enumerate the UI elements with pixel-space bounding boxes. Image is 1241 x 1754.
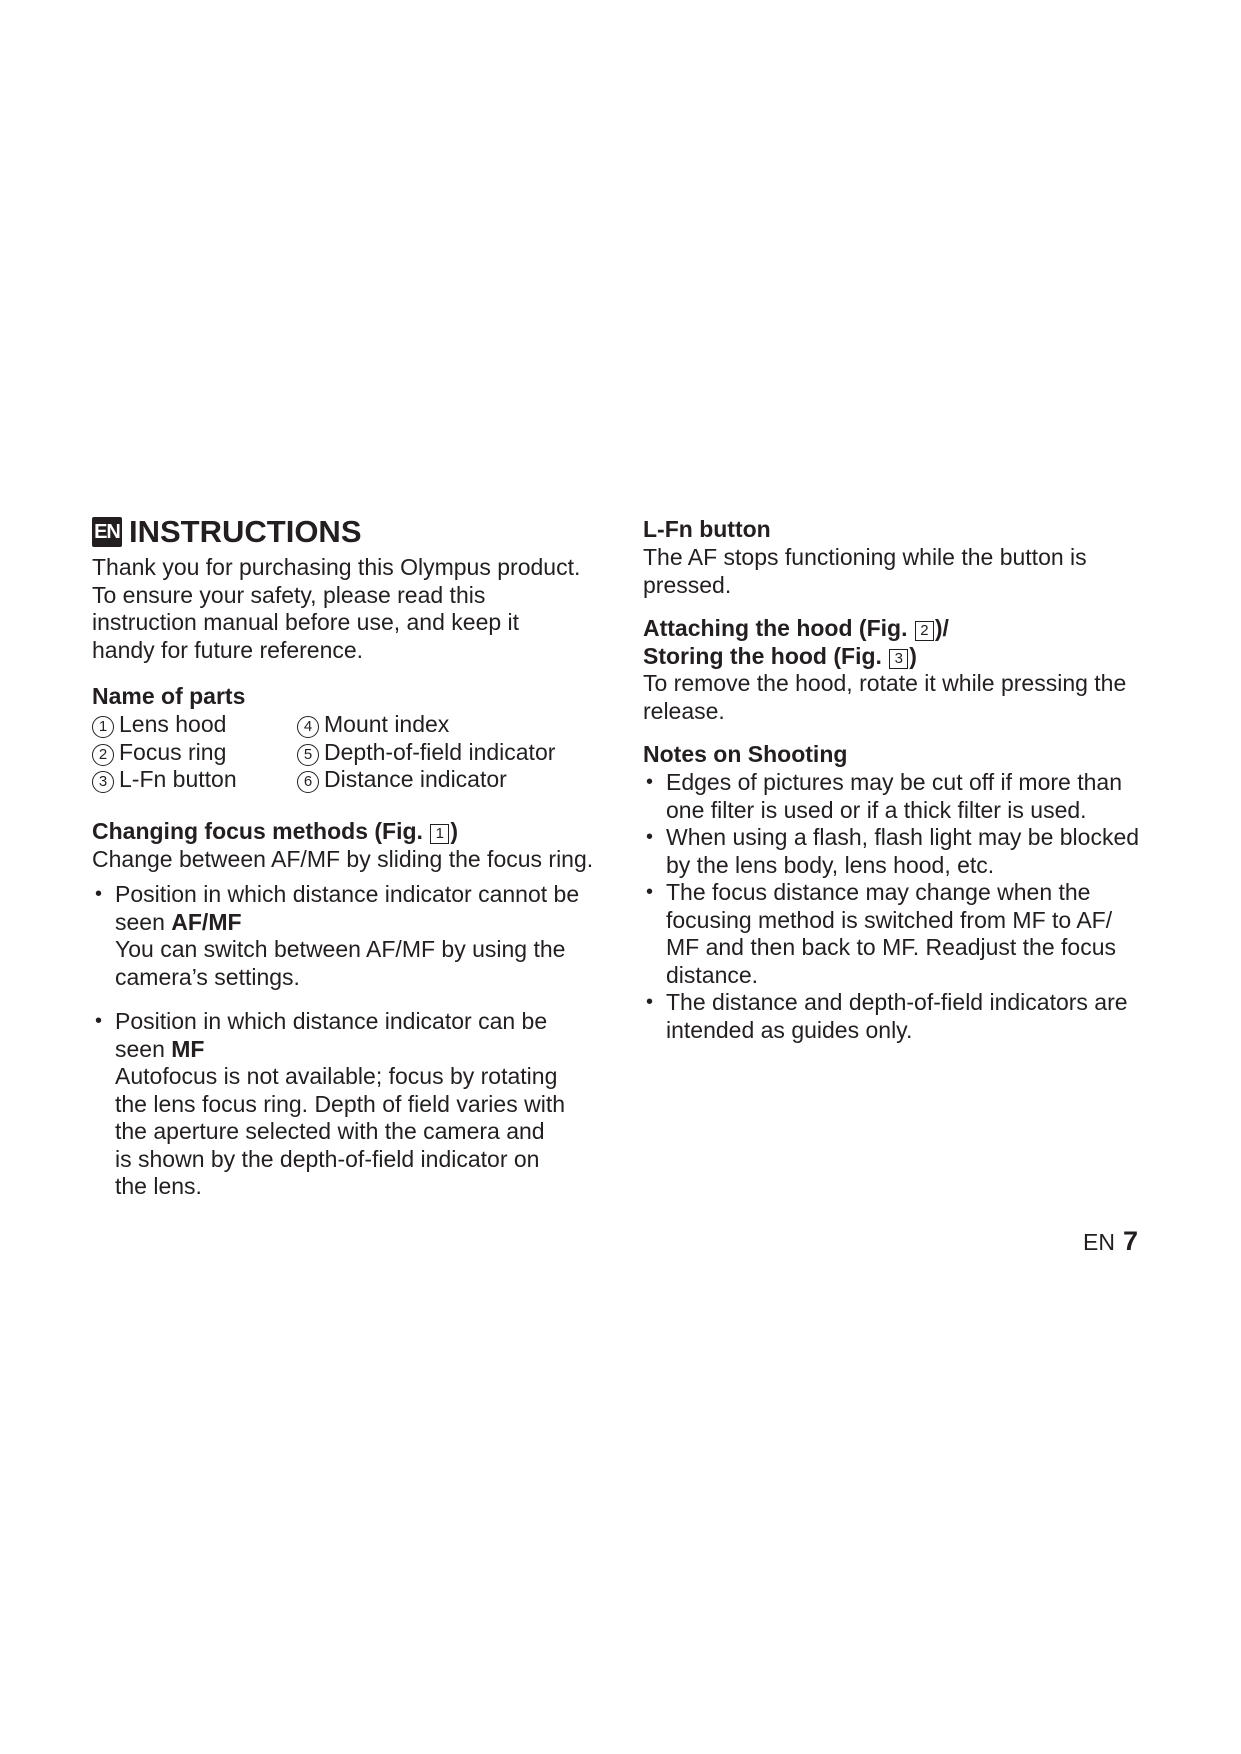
page-number-value: 7 <box>1122 1226 1138 1256</box>
parts-item: 5 Depth-of-field indicator <box>297 739 627 767</box>
figure-number-icon: 1 <box>430 824 449 844</box>
focus-bullet-2 <box>92 1008 632 1201</box>
intro-line: handy for future reference. <box>92 636 364 663</box>
intro-paragraph <box>92 554 632 664</box>
figure-number-icon: 2 <box>915 621 934 641</box>
parts-item: 4 Mount index <box>297 711 627 739</box>
hood-attach-heading: Attaching the hood (Fig. 2 )/ <box>643 615 949 641</box>
parts-item: 6 Distance indicator <box>297 766 627 794</box>
number-circle-icon: 6 <box>297 771 319 793</box>
list-item: • When using a flash, flash light may be blocked by the lens body, lens hood, etc. <box>643 824 1183 879</box>
list-item: • Position in which distance indicator can be seen MF Autofocus is not available; focus by rotating the lens focus ring. Depth of field varies with the aperture selected with the camera and is shown by the depth-of-field indicator on the lens. <box>92 1008 632 1201</box>
number-circle-icon: 3 <box>92 771 114 793</box>
parts-heading: Name of parts <box>92 683 246 709</box>
page-title: INSTRUCTIONS <box>129 514 362 549</box>
parts-item: 2 Focus ring <box>92 739 297 767</box>
list-item: • The distance and depth-of-field indicators are intended as guides only. <box>643 989 1183 1044</box>
focus-bullet-1 <box>92 881 632 991</box>
intro-line: To ensure your safety, please read this <box>92 581 486 608</box>
intro-line: instruction manual before use, and keep it <box>92 609 520 635</box>
focus-heading: Changing focus methods (Fig. 1 ) <box>92 818 458 844</box>
intro-line: Thank you for purchasing this Olympus product. <box>92 554 581 580</box>
page-language: EN <box>1083 1229 1115 1255</box>
focus-intro: Change between AF/MF by sliding the focus ring. <box>92 846 594 872</box>
lfn-heading: L-Fn button <box>643 516 771 542</box>
language-badge: EN <box>92 517 122 547</box>
list-item: • The focus distance may change when the focusing method is switched from MF to AF/ MF and then back to MF. Readjust the focus distance. <box>643 879 1183 989</box>
page-number <box>1083 1226 1138 1257</box>
number-circle-icon: 1 <box>92 716 114 738</box>
hood-paragraph: To remove the hood, rotate it while pressing the release. <box>643 670 1127 724</box>
hood-store-heading: Storing the hood (Fig. 3 ) <box>643 643 917 669</box>
lfn-paragraph: The AF stops functioning while the button is pressed. <box>643 544 1087 598</box>
notes-heading: Notes on Shooting <box>643 741 848 767</box>
number-circle-icon: 4 <box>297 716 319 738</box>
notes-list <box>643 769 1183 1044</box>
list-item: • Edges of pictures may be cut off if more than one filter is used or if a thick filter is used. <box>643 769 1183 824</box>
parts-item: 1 Lens hood <box>92 711 297 739</box>
parts-item: 3 L-Fn button <box>92 766 297 794</box>
figure-number-icon: 3 <box>889 649 908 669</box>
list-item: • Position in which distance indicator cannot be seen AF/MF You can switch between AF/MF by using the camera’s settings. <box>92 881 632 991</box>
number-circle-icon: 5 <box>297 744 319 766</box>
parts-list <box>92 711 632 794</box>
number-circle-icon: 2 <box>92 744 114 766</box>
document-title-row <box>92 514 362 550</box>
